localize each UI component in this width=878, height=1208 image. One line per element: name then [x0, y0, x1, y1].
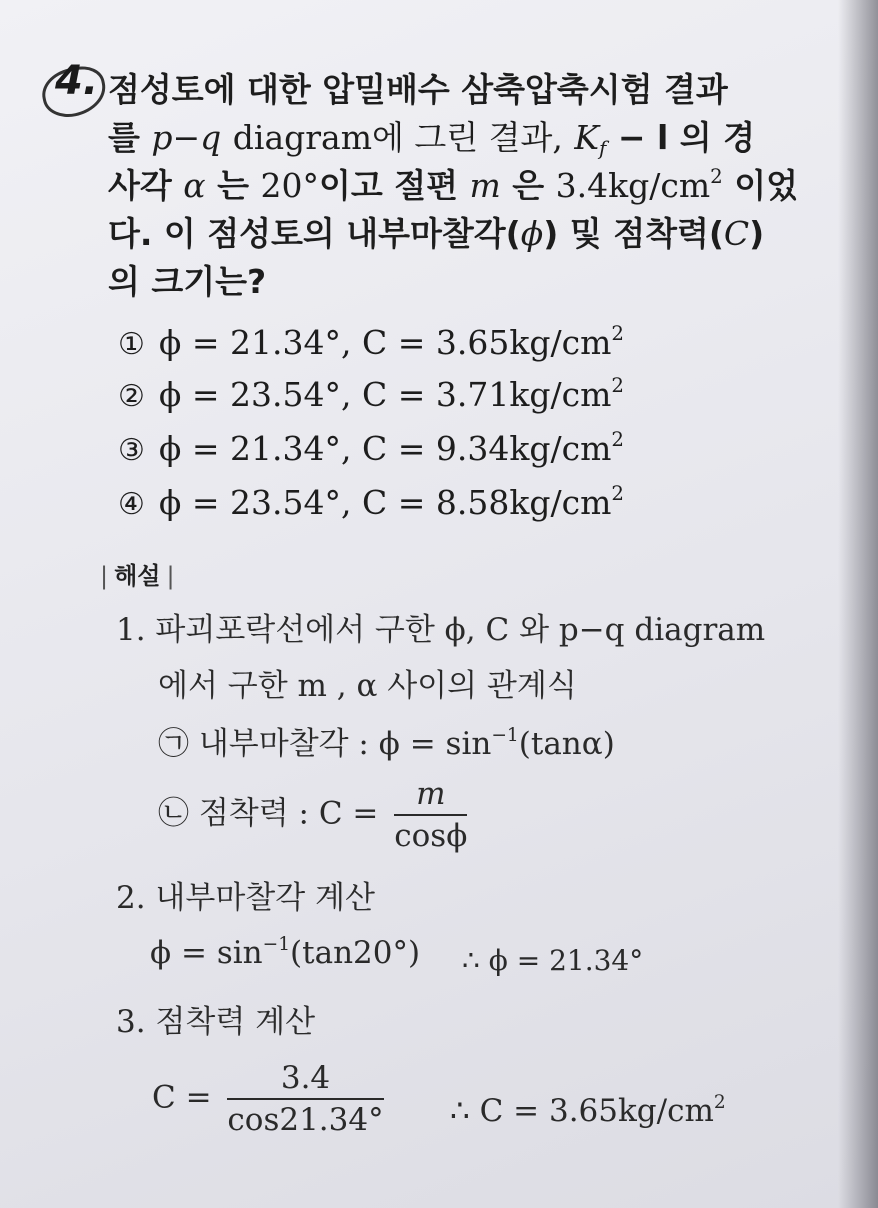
q4-text-a: 다. 이 점성토의 내부마찰각( — [108, 214, 521, 253]
question-line-5: 의 크기는? — [108, 262, 267, 301]
step3-fraction-den: cos21.34° — [227, 1102, 384, 1138]
step3-result-text: ∴ C = 3.65kg/cm — [450, 1093, 714, 1130]
step2-formula-lhs: ϕ = sin — [150, 935, 263, 972]
cohesion-formula-lhs: ㉡ 점착력 : C = — [158, 795, 379, 832]
question-line-4 — [108, 208, 764, 255]
friction-formula-tail: (tanα) — [518, 726, 615, 762]
q2-diagram: diagram에 그린 결과, — [232, 118, 563, 157]
option-2-phi: ϕ = 23.54°, — [158, 374, 352, 414]
cohesion-fraction — [394, 776, 467, 854]
solution-step-2-b — [150, 934, 420, 971]
option-4-mark: ④ — [118, 486, 145, 522]
option-1-mark: ① — [118, 326, 145, 362]
option-2[interactable] — [118, 374, 624, 414]
q3-alpha: α — [183, 166, 206, 205]
solution-step-1-b: 에서 구한 m , α 사이의 관계식 — [158, 668, 577, 704]
option-4[interactable] — [118, 482, 624, 522]
option-1[interactable] — [118, 322, 624, 362]
heading-bar-right: | — [166, 562, 175, 590]
solution-heading-label: 해설 — [114, 562, 161, 590]
q2-pq: p−q — [151, 118, 222, 157]
q3-text-c: 는 — [217, 166, 249, 205]
option-3-exp: 2 — [611, 428, 624, 451]
cohesion-fraction-num: m — [394, 776, 467, 816]
solution-step-3-b — [152, 1060, 390, 1138]
cohesion-fraction-den: cosϕ — [394, 818, 468, 854]
option-3-c: C = 9.34kg/cm — [362, 428, 612, 468]
option-2-mark: ② — [118, 378, 145, 414]
q2-k-sub: f — [599, 136, 607, 160]
q3-text-j: 이었 — [734, 166, 799, 205]
step3-formula-lhs: C = — [152, 1079, 212, 1116]
q4-c: C — [723, 214, 750, 253]
friction-formula-lhs: ㉠ 내부마찰각 : ϕ = sin — [158, 726, 492, 762]
heading-bar-left: | — [100, 562, 109, 590]
question-line-2 — [108, 112, 755, 160]
page-edge-shadow — [838, 0, 878, 1208]
question-line-1: 점성토에 대한 압밀배수 삼축압축시험 결과 — [108, 70, 728, 109]
q3-value-sup: 2 — [710, 165, 723, 189]
option-4-c: C = 8.58kg/cm — [362, 482, 612, 522]
q3-m: m — [469, 166, 501, 205]
option-4-exp: 2 — [611, 482, 624, 505]
question-line-3 — [108, 160, 798, 207]
q3-text-g: 은 — [512, 166, 545, 205]
q3-text-e: 이고 절편 — [318, 166, 458, 205]
option-3-mark: ③ — [118, 432, 145, 468]
q2-k: K — [574, 118, 600, 157]
option-4-phi: ϕ = 23.54°, — [158, 482, 352, 522]
q3-angle: 20° — [260, 166, 319, 205]
q4-phi: ϕ — [520, 214, 544, 253]
q4-text-e: ) — [749, 214, 765, 253]
option-2-c: C = 3.71kg/cm — [362, 374, 612, 414]
step2-formula-tail: (tan20°) — [290, 935, 421, 972]
step3-fraction — [227, 1060, 383, 1138]
q3-value: 3.4kg/cm — [555, 166, 711, 205]
solution-step-3-a: 3. 점착력 계산 — [116, 1004, 316, 1040]
q4-text-c: ) 및 점착력( — [543, 214, 724, 253]
solution-step-2-a: 2. 내부마찰각 계산 — [116, 880, 375, 916]
option-1-exp: 2 — [611, 322, 624, 345]
step3-result-sup: 2 — [713, 1092, 726, 1113]
option-2-exp: 2 — [611, 374, 624, 397]
option-1-phi: ϕ = 21.34°, — [158, 322, 352, 362]
solution-step-2-result: ∴ ϕ = 21.34° — [462, 944, 644, 977]
q3-text-a: 사각 — [108, 166, 172, 205]
q2-text-f: − l 의 경 — [617, 118, 756, 157]
option-1-c: C = 3.65kg/cm — [362, 322, 612, 362]
solution-heading — [94, 556, 181, 591]
solution-step-3-result — [450, 1092, 726, 1129]
q2-text-a: 를 — [108, 118, 140, 157]
step3-fraction-num: 3.4 — [227, 1060, 383, 1100]
step2-formula-sup: −1 — [262, 934, 291, 955]
solution-step-1-a: 1. 파괴포락선에서 구한 ϕ, C 와 p−q diagram — [116, 612, 766, 648]
friction-formula-sup: −1 — [491, 724, 519, 746]
solution-step-1-c — [158, 718, 615, 763]
option-3[interactable] — [118, 428, 624, 468]
question-number: 4. — [55, 58, 99, 104]
option-3-phi: ϕ = 21.34°, — [158, 428, 352, 468]
solution-step-1-d — [158, 776, 473, 854]
